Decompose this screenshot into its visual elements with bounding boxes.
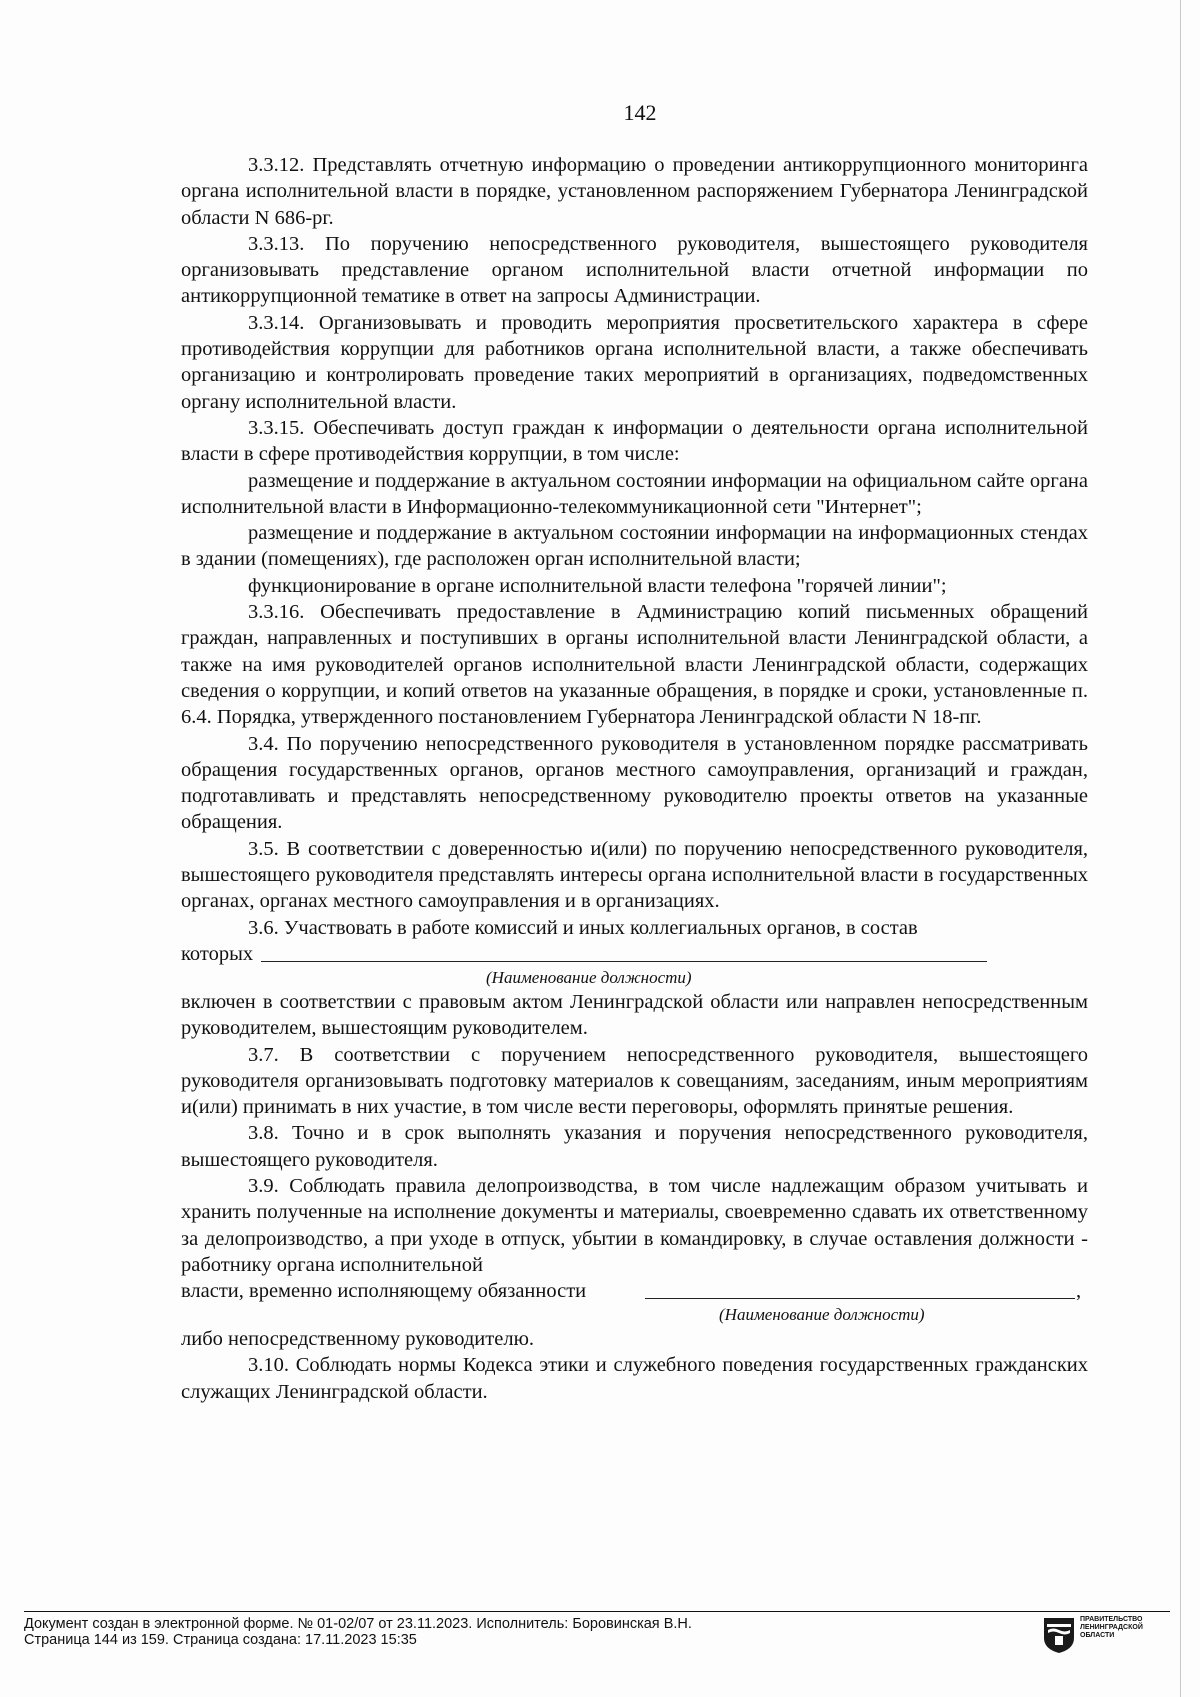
position-blank-line bbox=[645, 1298, 1075, 1299]
position-caption-2 bbox=[181, 1304, 1088, 1326]
blank-trail-comma: , bbox=[1076, 1280, 1082, 1303]
government-logo bbox=[1042, 1614, 1162, 1656]
scan-edge-line bbox=[1180, 0, 1181, 1697]
page-number: 142 bbox=[623, 100, 657, 125]
position-caption-text: (Наименование должности) bbox=[719, 1305, 925, 1325]
paragraph-3-3-13: 3.3.13. По поручению непосредственного руководителя, вышестоящего руководителя организовывать представление органом исполнительной власти отчетной информации по антикоррупционной тематике в ответ на запросы Администрации. bbox=[181, 232, 1088, 308]
paragraph-3-7: 3.7. В соответствии с поручением непосредственного руководителя, вышестоящего руководителя организовывать подготовку материалов к совещаниям, заседаниям, иным мероприятиям и(или) принимать в них участие, в том числе вести переговоры, оформлять принятые решения. bbox=[181, 1043, 1088, 1119]
list-item-website: размещение и поддержание в актуальном состоянии информации на официальном сайте органа исполнительной власти в Информационно-телекоммуникационной сети "Интернет"; bbox=[181, 469, 1088, 518]
paragraph-3-6: 3.6. Участвовать в работе комиссий и иных коллегиальных органов, в состав bbox=[248, 916, 918, 939]
footer-page-line: Страница 144 из 159. Страница создана: 17.11.2023 15:35 bbox=[24, 1632, 417, 1648]
paragraph-3-9: 3.9. Соблюдать правила делопроизводства, в том числе надлежащим образом учитывать и хранить полученные на исполнение документы и материалы, своевременно сдавать их ответственному за делопроизводство, а при уходе в отпуск, убытии в командировку, в случае оставления должности - работнику органа исполнительной bbox=[181, 1174, 1088, 1276]
paragraph-3-6-continued: включен в соответствии с правовым актом Ленинградской области или направлен непосредственным руководителем, вышестоящим руководителем. bbox=[181, 990, 1088, 1040]
footer-info bbox=[24, 1616, 924, 1648]
position-caption-1 bbox=[181, 967, 1088, 989]
paragraph-3-3-15: 3.3.15. Обеспечивать доступ граждан к информации о деятельности органа исполнительной власти в сфере противодействия коррупции, в том числе: bbox=[181, 416, 1088, 466]
paragraph-3-8: 3.8. Точно и в срок выполнять указания и поручения непосредственного руководителя, вышестоящего руководителя. bbox=[181, 1122, 1088, 1171]
government-logo-text: ПРАВИТЕЛЬСТВО ЛЕНИНГРАДСКОЙ ОБЛАСТИ bbox=[1080, 1616, 1143, 1639]
position-blank-row-1 bbox=[181, 941, 1088, 967]
coat-of-arms-icon bbox=[1042, 1616, 1076, 1654]
blank-lead-text: власти, временно исполняющему обязанности bbox=[181, 1280, 587, 1303]
paragraph-3-5: 3.5. В соответствии с доверенностью и(или) по поручению непосредственного руководителя, вышестоящего руководителя представлять интересы органа исполнительной власти в государственных органах, органах местного самоуправления и в организациях. bbox=[181, 837, 1088, 913]
paragraph-3-3-12: 3.3.12. Представлять отчетную информацию о проведении антикоррупционного мониторинга органа исполнительной власти в порядке, установленном распоряжением Губернатора Ленинградской области N 686-рг. bbox=[181, 154, 1088, 229]
blank-lead-text: которых bbox=[181, 942, 254, 965]
position-blank-row-2 bbox=[181, 1278, 1088, 1304]
footer-document-line: Документ создан в электронной форме. № 01-02/07 от 23.11.2023. Исполнитель: Боровинская В.Н. bbox=[24, 1616, 692, 1632]
paragraph-3-3-16: 3.3.16. Обеспечивать предоставление в Администрацию копий письменных обращений граждан, направленных и поступивших в органы исполнительной власти Ленинградской области, а также на имя руководителей органов исполнительной власти Ленинградской области, содержащих сведения о коррупции, и копий ответов на указанные обращения, в порядке и сроки, установленные п. 6.4. Порядка, утвержденного постановлением Губернатора Ленинградской области N 18-пг. bbox=[181, 601, 1088, 729]
document-body bbox=[181, 152, 1088, 1405]
footer-divider bbox=[24, 1611, 1170, 1612]
list-item-hotline: функционирование в органе исполнительной власти телефона "горячей линии"; bbox=[248, 574, 947, 597]
paragraph-3-4: 3.4. По поручению непосредственного руководителя в установленном порядке рассматривать обращения государственных органов, органов местного самоуправления, организаций и граждан, подготавливать и представлять непосредственному руководителю проекты ответов на указанные обращения. bbox=[181, 732, 1088, 834]
paragraph-3-9-continued: либо непосредственному руководителю. bbox=[181, 1328, 535, 1351]
position-blank-line bbox=[261, 961, 987, 962]
paragraph-3-10: 3.10. Соблюдать нормы Кодекса этики и служебного поведения государственных гражданских служащих Ленинградской области. bbox=[181, 1354, 1088, 1403]
list-item-stands: размещение и поддержание в актуальном состоянии информации на информационных стендах в здании (помещениях), где расположен орган исполнительной власти; bbox=[181, 522, 1088, 571]
position-caption-text: (Наименование должности) bbox=[486, 967, 692, 987]
paragraph-3-3-14: 3.3.14. Организовывать и проводить мероприятия просветительского характера в сфере противодействия коррупции для работников органа исполнительной власти, а также обеспечивать организацию и контролировать проведение таких мероприятий в организациях, подведомственных органу исполнительной власти. bbox=[181, 311, 1088, 413]
